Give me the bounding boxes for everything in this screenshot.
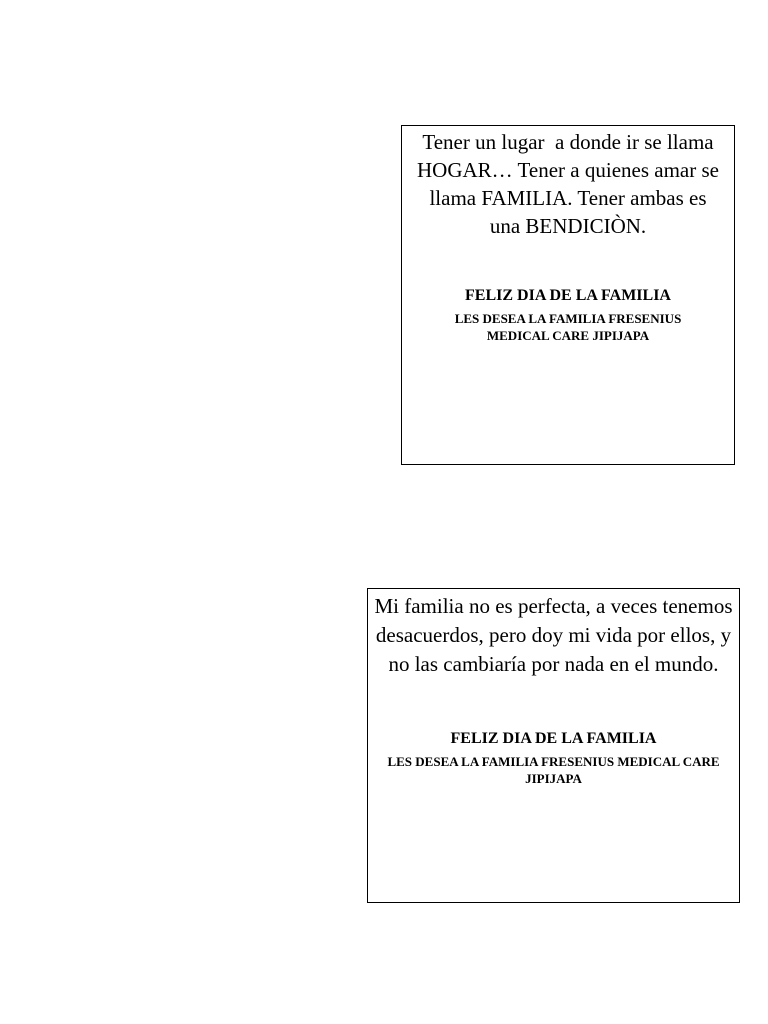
- card-greeting: FELIZ DIA DE LA FAMILIA: [450, 730, 657, 747]
- card-sender: LES DESEA LA FAMILIA FRESENIUS MEDICAL CARE JIPIJAPA: [454, 311, 682, 343]
- card-sender: LES DESEA LA FAMILIA FRESENIUS MEDICAL CARE JIPIJAPA: [387, 754, 720, 786]
- family-day-card-2: [367, 588, 740, 903]
- card-message: Mi familia no es perfecta, a veces tenemos desacuerdos, pero doy mi vida por ellos, y no las cambiaría por nada en el mundo.: [374, 594, 733, 676]
- card-greeting: FELIZ DIA DE LA FAMILIA: [465, 287, 671, 304]
- family-day-card-1: [401, 125, 735, 465]
- card-message: Tener un lugar a donde ir se llama HOGAR… Tener a quienes amar se llama FAMILIA. Tener ambas es una BENDICIÒN.: [417, 130, 725, 238]
